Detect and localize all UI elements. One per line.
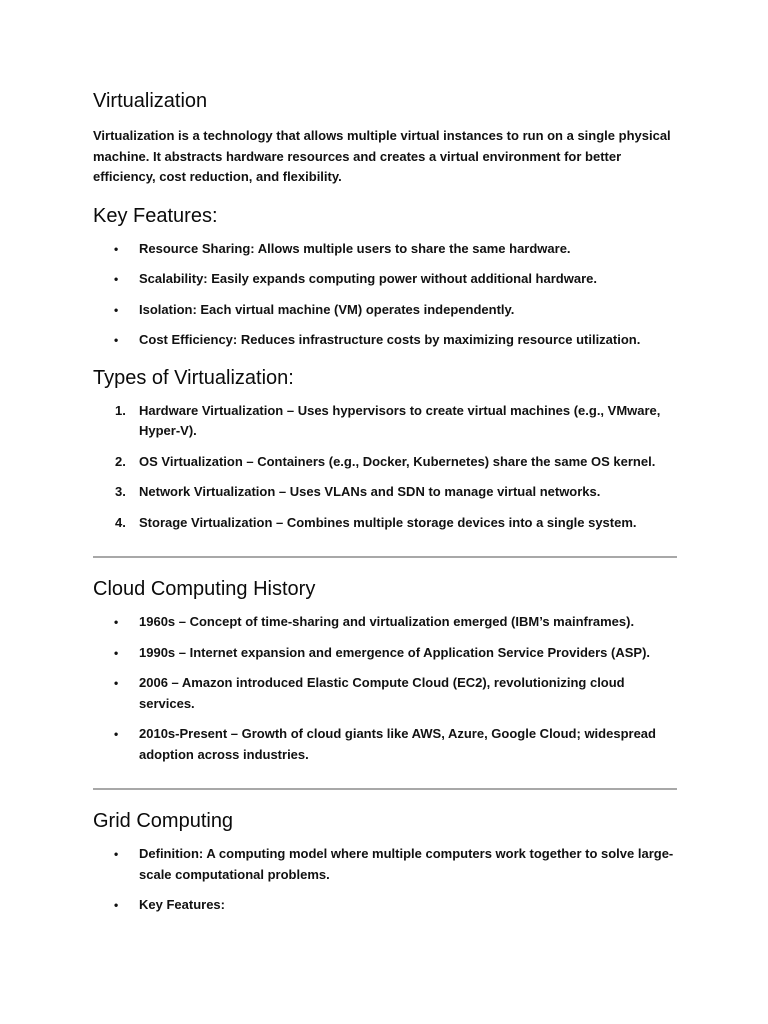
document-content [93, 88, 677, 916]
list-item-text: Cost Efficiency: Reduces infrastructure costs by maximizing resource utilization. [139, 332, 641, 347]
bullet-icon: • [114, 302, 119, 317]
section-heading-types: Types of Virtualization: [93, 366, 294, 389]
list-item-text: 1960s – Concept of time-sharing and virtualization emerged (IBM’s mainframes). [139, 614, 635, 629]
list-number: 1. [115, 402, 126, 418]
key-features-list [93, 239, 677, 351]
horizontal-rule [93, 556, 677, 558]
list-item [93, 513, 677, 534]
list-item [93, 482, 677, 503]
bullet-icon: • [114, 615, 119, 629]
bullet-icon: • [114, 727, 119, 741]
section-heading-grid-computing: Grid Computing [93, 810, 234, 832]
grid-computing-list [93, 844, 677, 916]
list-item-text: Network Virtualization – Uses VLANs and SDN to manage virtual networks. [139, 484, 601, 499]
list-item [93, 643, 677, 664]
cloud-history-list [93, 612, 677, 765]
list-item-text: Scalability: Easily expands computing power without additional hardware. [139, 271, 597, 286]
virtualization-paragraph: Virtualization is a technology that allows multiple virtual instances to run on a single physical machine. It abstracts hardware resources and creates a virtual environment for better efficiency, cost reduction, and flexibility. [93, 128, 671, 184]
list-item [93, 401, 677, 442]
list-item-text: Storage Virtualization – Combines multiple storage devices into a single system. [139, 514, 637, 530]
list-item [93, 895, 677, 916]
bullet-icon: • [114, 333, 119, 347]
types-list [93, 401, 677, 534]
bullet-icon: • [114, 676, 119, 690]
horizontal-rule [93, 788, 677, 790]
section-heading-cloud-history: Cloud Computing History [93, 578, 316, 600]
list-item-text: Isolation: Each virtual machine (VM) operates independently. [139, 301, 515, 317]
bullet-icon: • [114, 272, 119, 286]
list-item-text: Definition: A computing model where multiple computers work together to solve large-scale computational problems. [139, 846, 674, 882]
list-item-text: OS Virtualization – Containers (e.g., Docker, Kubernetes) share the same OS kernel. [139, 453, 656, 469]
list-number: 4. [115, 514, 126, 530]
list-item [93, 612, 677, 633]
list-item-text: 1990s – Internet expansion and emergence of Application Service Providers (ASP). [139, 644, 651, 660]
bullet-icon: • [114, 645, 119, 660]
section-heading-virtualization: Virtualization [93, 90, 208, 112]
list-number: 2. [115, 453, 126, 469]
list-item [93, 452, 677, 473]
list-number: 3. [115, 484, 126, 499]
list-item-text: 2010s-Present – Growth of cloud giants like AWS, Azure, Google Cloud; widespread adoption across industries. [139, 726, 656, 762]
list-item [93, 673, 677, 714]
bullet-icon: • [114, 898, 119, 912]
list-item [93, 330, 677, 351]
list-item [93, 844, 677, 885]
section-heading-key-features: Key Features: [93, 204, 218, 227]
list-item-text: 2006 – Amazon introduced Elastic Compute Cloud (EC2), revolutionizing cloud services. [139, 675, 625, 711]
list-item-text: Resource Sharing: Allows multiple users to share the same hardware. [139, 240, 571, 256]
list-item [93, 724, 677, 765]
bullet-icon: • [114, 241, 119, 256]
list-item-text: Key Features: [139, 897, 225, 912]
list-item [93, 239, 677, 260]
list-item-text: Hardware Virtualization – Uses hypervisors to create virtual machines (e.g., VMware, Hyper-V). [139, 402, 661, 438]
bullet-icon: • [114, 847, 119, 861]
list-item [93, 269, 677, 290]
list-item [93, 300, 677, 321]
